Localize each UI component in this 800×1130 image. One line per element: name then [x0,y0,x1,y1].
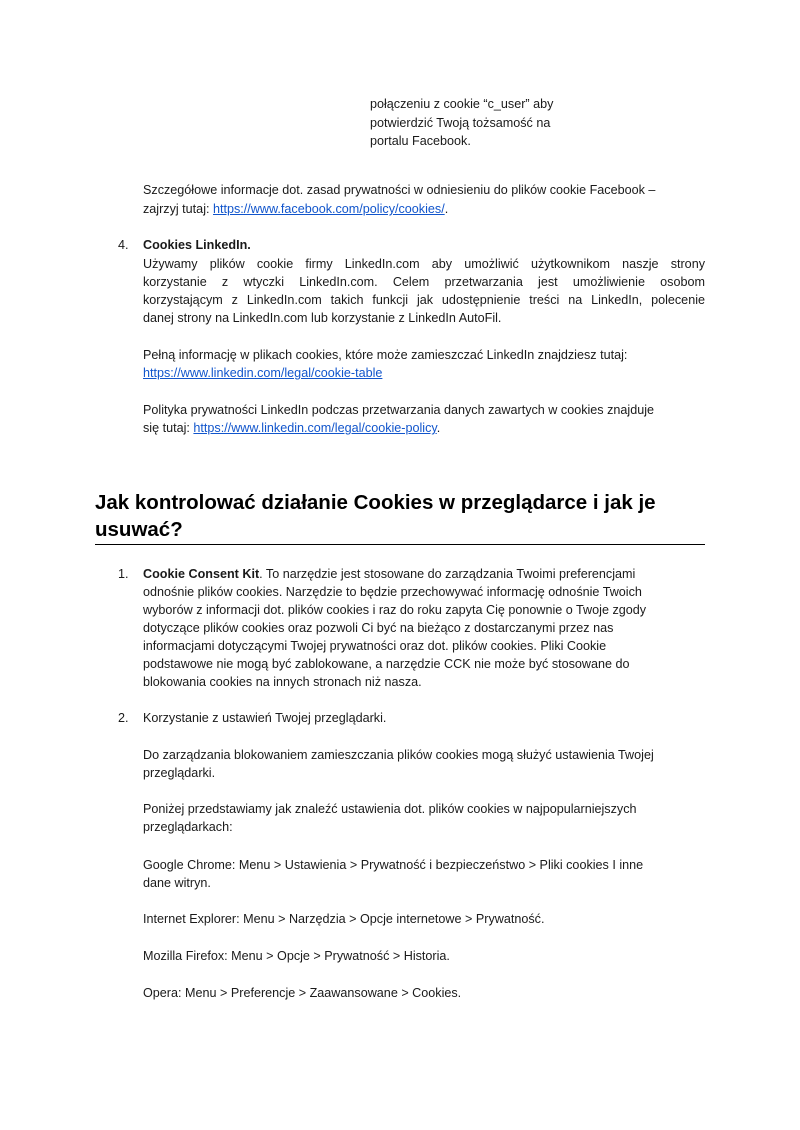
fb-policy-line [143,200,448,218]
linkedin-cookie-policy-link[interactable]: https://www.linkedin.com/legal/cookie-policy [193,421,437,435]
item4-line: Używamy plików cookie firmy LinkedIn.com aby umożliwić użytkownikom naszje strony [143,257,705,271]
item4-title-text: Cookies LinkedIn. [143,238,251,252]
item4-line: korzystanie z wtyczki LinkedIn.com. Celem przetwarzania jest umożliwienie osobom [143,275,705,289]
linkedin-cookie-table-link[interactable]: https://www.linkedin.com/legal/cookie-table [143,366,383,380]
ie-instructions: Internet Explorer: Menu > Narzędzia > Opcje internetowe > Prywatność. [143,912,545,926]
item1-line [143,565,635,583]
fb-policy-prefix: zajrzyj tutaj: [143,202,213,216]
section-heading: usuwać? [95,518,183,541]
item1-line: blokowania cookies na innych stronach niż nasza. [143,675,422,689]
item1-line: wyborów z informacji dot. plików cookies i raz do roku zapyta Cię ponownie o Twoje zgody [143,603,647,617]
punct: . [436,421,441,435]
item2-text: przeglądarki. [143,766,216,780]
item1-line: podstawowe nie mogą być zablokowane, a narzędzie CCK nie może być stosowane do [143,657,630,671]
section-heading: Jak kontrolować działanie Cookies w przeglądarce i jak je [95,491,656,514]
fb-cell-line: połączeniu z cookie “c_user” aby [370,97,554,111]
facebook-cookies-link[interactable]: https://www.facebook.com/policy/cookies/ [213,202,445,216]
list-number: 4. [118,238,129,252]
fb-cell-line: portalu Facebook. [370,134,471,148]
punct: . [444,202,449,216]
list-number: 1. [118,567,129,581]
firefox-instructions: Mozilla Firefox: Menu > Opcje > Prywatność > Historia. [143,949,450,963]
item2-text: Poniżej przedstawiamy jak znaleźć ustawienia dot. plików cookies w najpopularniejszych [143,802,637,816]
item2-title: Korzystanie z ustawień Twojej przeglądarki. [143,711,387,725]
heading-rule [95,544,705,545]
list-number: 2. [118,711,129,725]
item2-text: przeglądarkach: [143,820,233,834]
fb-policy-text: Szczegółowe informacje dot. zasad prywatności w odniesieniu do plików cookie Facebook – [143,183,656,197]
item4-title [143,236,251,254]
item4-line: danej strony na LinkedIn.com lub korzystanie z LinkedIn AutoFil. [143,311,502,325]
chrome-instructions: dane witryn. [143,876,211,890]
linkedin-info-line [143,364,382,382]
fb-cell-line: potwierdzić Twoją tożsamość na [370,116,551,130]
opera-instructions: Opera: Menu > Preferencje > Zaawansowane > Cookies. [143,986,462,1000]
linkedin-policy-prefix: się tutaj: [143,421,194,435]
chrome-instructions: Google Chrome: Menu > Ustawienia > Prywatność i bezpieczeństwo > Pliki cookies I inne [143,858,644,872]
item1-text: . To narzędzie jest stosowane do zarządzania Twoimi preferencjami [259,567,636,581]
item2-text: Do zarządzania blokowaniem zamieszczania plików cookies mogą służyć ustawienia Twojej [143,748,654,762]
linkedin-info-text: Pełną informację w plikach cookies, które może zamieszczać LinkedIn znajdziesz tutaj: [143,348,628,362]
item1-line: dotyczące plików cookies oraz pozwoli Ci być na bieżąco z dostarczanymi przez nas [143,621,614,635]
item4-line: korzystającym z LinkedIn.com takich funkcji jak udostępnienie treści na LinkedIn, polecenie [143,293,705,307]
item1-line: odnośnie plików cookies. Narzędzie to będzie przechowywać informację odnośnie Twoich [143,585,642,599]
linkedin-policy-text: Polityka prywatności LinkedIn podczas przetwarzania danych zawartych w cookies znajduje [143,403,655,417]
item1-title: Cookie Consent Kit [143,567,260,581]
item1-line: informacjami dotyczącymi Twojej prywatności oraz dot. plików cookies. Pliki Cookie [143,639,607,653]
linkedin-policy-line [143,419,440,437]
